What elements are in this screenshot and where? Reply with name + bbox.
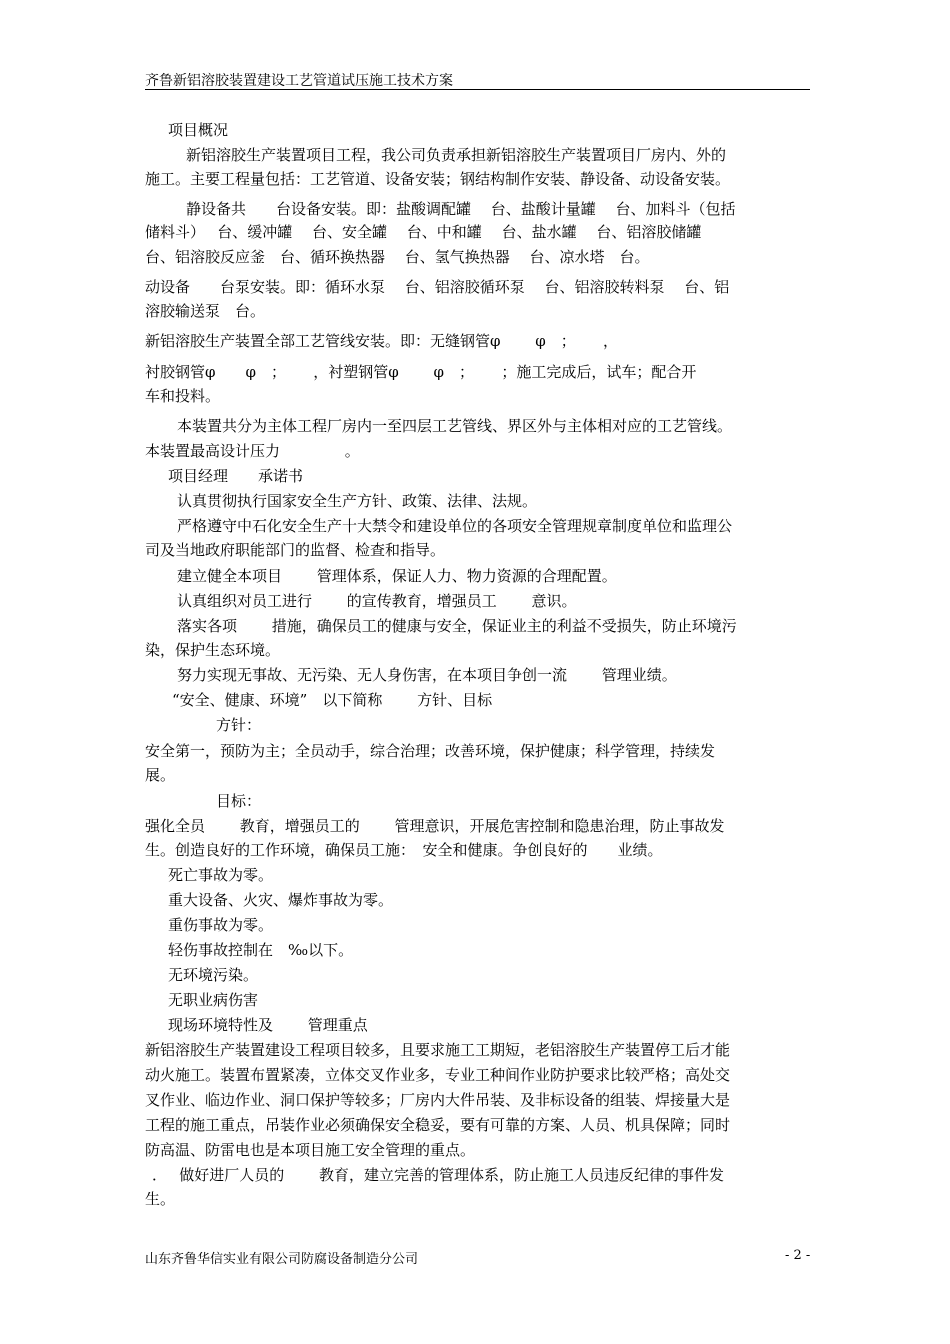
paragraph-line: 新铝溶胶生产装置全部工艺管线安装。即：无缝钢管φ φ ； ， [145,332,619,350]
paragraph-line: 强化全员 教育，增强员工的 管理意识，开展危害控制和隐患治理，防止事故发 [145,817,725,835]
sub-heading: 目标： [216,792,262,810]
paragraph-line: 静设备共 台设备安装。即：盐酸调配罐 台、盐酸计量罐 台、加料斗（包括 [186,200,736,218]
paragraph-line: 储料斗） 台、缓冲罐 台、安全罐 台、中和罐 台、盐水罐 台、铝溶胶储罐 [145,223,702,241]
paragraph-line: 车和投料。 [145,387,221,405]
goal-item: 无职业病伤害 [168,991,259,1009]
page-number: - 2 - [785,1248,811,1263]
footer-company: 山东齐鲁华信实业有限公司防腐设备制造分公司 [145,1252,419,1267]
goal-item: 重伤事故为零。 [168,916,274,934]
section-heading: 项目概况 [168,121,229,139]
paragraph-line: 认真组织对员工进行 的宣传教育，增强员工 意识。 [177,592,577,610]
paragraph-line: 本装置共分为主体工程厂房内一至四层工艺管线、界区外与主体相对应的工艺管线。 [177,417,733,435]
section-heading: 项目经理 承诺书 [168,467,304,485]
page-header-title: 齐鲁新铝溶胶装置建设工艺管道试压施工技术方案 [145,73,453,89]
paragraph-line: 新铝溶胶生产装置项目工程，我公司负责承担新铝溶胶生产装置项目厂房内、外的 [186,146,727,164]
paragraph-line: 严格遵守中石化安全生产十大禁令和建设单位的各项安全管理规章制度单位和监理公 [177,517,733,535]
paragraph-line: 落实各项 措施，确保员工的健康与安全，保证业主的利益不受损失，防止环境污 [177,617,737,635]
sub-heading: 方针： [216,716,262,734]
paragraph-line: 动火施工。装置布置紧凑，立体交叉作业多，专业工种间作业防护要求比较严格；高处交 [145,1066,731,1084]
paragraph-line: 施工。主要工程量包括：工艺管道、设备安装；钢结构制作安装、静设备、动设备安装。 [145,170,731,188]
paragraph-line: 新铝溶胶生产装置建设工程项目较多，且要求施工工期短，老铝溶胶生产装置停工后才能 [145,1041,731,1059]
paragraph-line: 安全第一，预防为主；全员动手，综合治理；改善环境，保护健康；科学管理，持续发 [145,742,716,760]
paragraph-line: 防高温、防雷电也是本项目施工安全管理的重点。 [145,1141,476,1159]
goal-item: 轻伤事故控制在 ‰以下。 [168,941,354,959]
paragraph-line: 展。 [145,766,176,784]
goal-item: 无环境污染。 [168,966,259,984]
paragraph-line: 台、铝溶胶反应釜 台、循环换热器 台、氢气换热器 台、凉水塔 台。 [145,248,650,266]
section-heading: “安全、健康、环境” 以下简称 方针、目标 [172,691,493,709]
section-heading: 现场环境特性及 管理重点 [168,1016,368,1034]
paragraph-line: 工程的施工重点，吊装作业必须确保安全稳妥，要有可靠的方案、人员、机具保障；同时 [145,1116,731,1134]
paragraph-line: 叉作业、临边作业、洞口保护等较多；厂房内大件吊装、及非标设备的组装、焊接量大是 [145,1091,731,1109]
paragraph-line: 动设备 台泵安装。即：循环水泵 台、铝溶胶循环泵 台、铝溶胶转料泵 台、铝 [145,278,730,296]
paragraph-line: 溶胶输送泵 台。 [145,302,266,320]
goal-item: 死亡事故为零。 [168,866,274,884]
paragraph-line: ． 做好进厂人员的 教育，建立完善的管理体系，防止施工人员违反纪律的事件发 [152,1166,725,1184]
paragraph-line: 生。 [145,1190,176,1208]
paragraph-line: 认真贯彻执行国家安全生产方针、政策、法律、法规。 [177,492,538,510]
paragraph-line: 染，保护生态环境。 [145,641,281,659]
paragraph-line: 司及当地政府职能部门的监督、检查和指导。 [145,541,446,559]
goal-item: 重大设备、火灾、爆炸事故为零。 [168,891,394,909]
paragraph-line: 衬胶钢管φ φ ； ，衬塑钢管φ φ ； ；施工完成后，试车；配合开 [145,363,697,381]
paragraph-line: 努力实现无事故、无污染、无人身伤害，在本项目争创一流 管理业绩。 [177,666,677,684]
paragraph-line: 建立健全本项目 管理体系，保证人力、物力资源的合理配置。 [177,567,617,585]
paragraph-line: 生。创造良好的工作环境，确保员工施： 安全和健康。争创良好的 业绩。 [145,841,663,859]
header-divider [145,89,810,90]
paragraph-line: 本装置最高设计压力 。 [145,442,360,460]
